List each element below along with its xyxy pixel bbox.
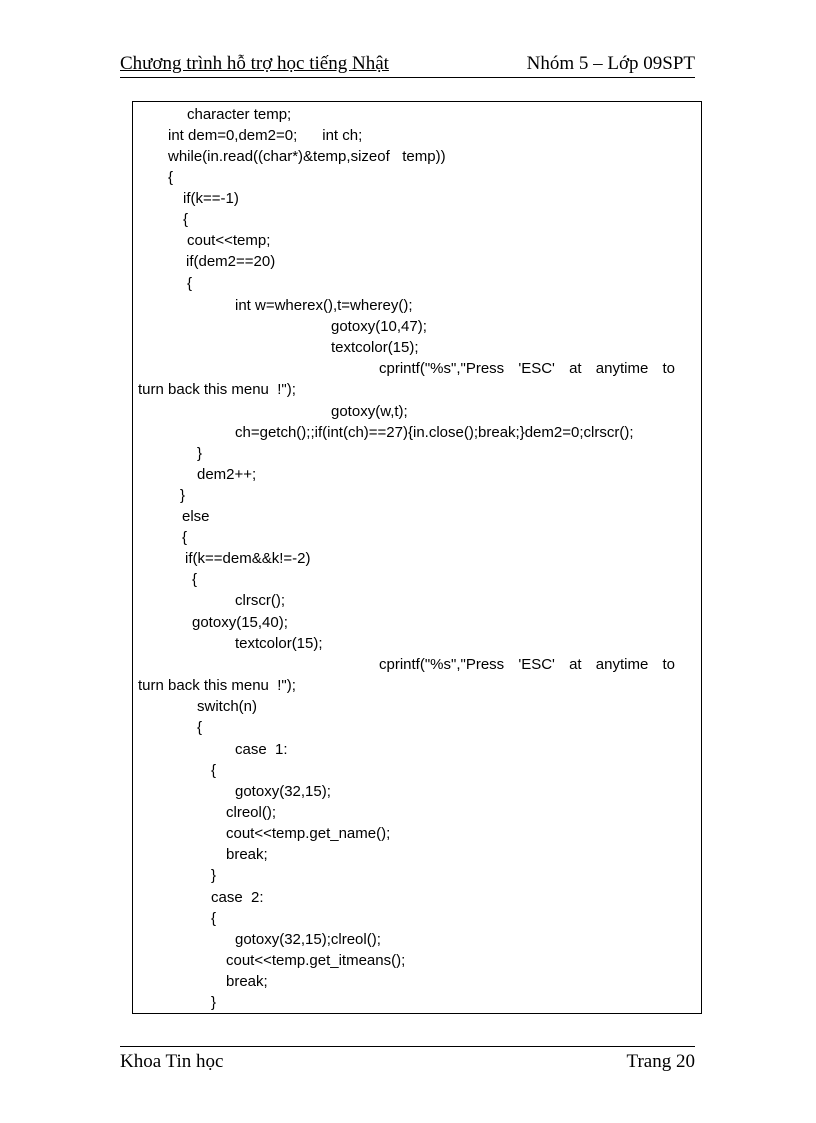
code-line: {: [183, 211, 189, 228]
code-line: textcolor(15);: [331, 339, 419, 356]
code-line: case 1:: [235, 741, 288, 758]
code-line: else: [182, 508, 210, 525]
document-title: Chương trình hỗ trợ học tiếng Nhật: [120, 53, 389, 74]
code-line: cout<<temp.get_itmeans();: [226, 952, 406, 969]
code-line: {: [182, 529, 188, 546]
page-header: [120, 53, 695, 78]
code-listing: [132, 101, 702, 1014]
code-line: int dem=0,dem2=0; int ch;: [168, 127, 363, 144]
code-line: ch=getch();;if(int(ch)==27){in.close();break;}dem2=0;clrscr();: [235, 424, 634, 441]
code-line: if(dem2==20): [186, 253, 276, 270]
page-footer: [120, 1046, 695, 1075]
code-line: break;: [226, 973, 268, 990]
code-line: cout<<temp.get_name();: [226, 825, 391, 842]
code-line: clreol();: [226, 804, 277, 821]
code-line: turn back this menu !");: [138, 677, 296, 694]
code-line: turn back this menu !");: [138, 381, 296, 398]
code-line: }: [180, 487, 186, 504]
code-line: cprintf("%s","Press 'ESC' at anytime to: [379, 360, 675, 377]
code-line: {: [187, 275, 193, 292]
code-line: switch(n): [197, 698, 258, 715]
code-line: }: [197, 445, 203, 462]
code-line: {: [168, 169, 174, 186]
code-line: case 2:: [211, 889, 264, 906]
code-line: clrscr();: [235, 592, 285, 609]
department-label: Khoa Tin học: [120, 1051, 224, 1072]
code-line: }: [211, 867, 217, 884]
code-line: {: [211, 910, 217, 927]
code-line: if(k==-1): [183, 190, 239, 207]
code-line: dem2++;: [197, 466, 257, 483]
group-label: Nhóm 5 – Lớp 09SPT: [526, 53, 695, 74]
code-line: gotoxy(32,15);clreol();: [235, 931, 381, 948]
code-line: gotoxy(32,15);: [235, 783, 331, 800]
page-number: Trang 20: [626, 1051, 695, 1072]
code-line: gotoxy(10,47);: [331, 318, 427, 335]
code-line: break;: [226, 846, 268, 863]
code-line: cprintf("%s","Press 'ESC' at anytime to: [379, 656, 675, 673]
code-line: while(in.read((char*)&temp,sizeof temp)): [168, 148, 446, 165]
code-line: if(k==dem&&k!=-2): [185, 550, 311, 567]
code-line: {: [192, 571, 198, 588]
code-line: int w=wherex(),t=wherey();: [235, 297, 413, 314]
code-line: gotoxy(w,t);: [331, 403, 408, 420]
code-line: textcolor(15);: [235, 635, 323, 652]
code-line: {: [211, 762, 217, 779]
code-line: cout<<temp;: [187, 232, 271, 249]
code-line: character temp;: [187, 106, 292, 123]
code-line: gotoxy(15,40);: [192, 614, 288, 631]
code-line: {: [197, 719, 203, 736]
code-line: }: [211, 994, 217, 1011]
